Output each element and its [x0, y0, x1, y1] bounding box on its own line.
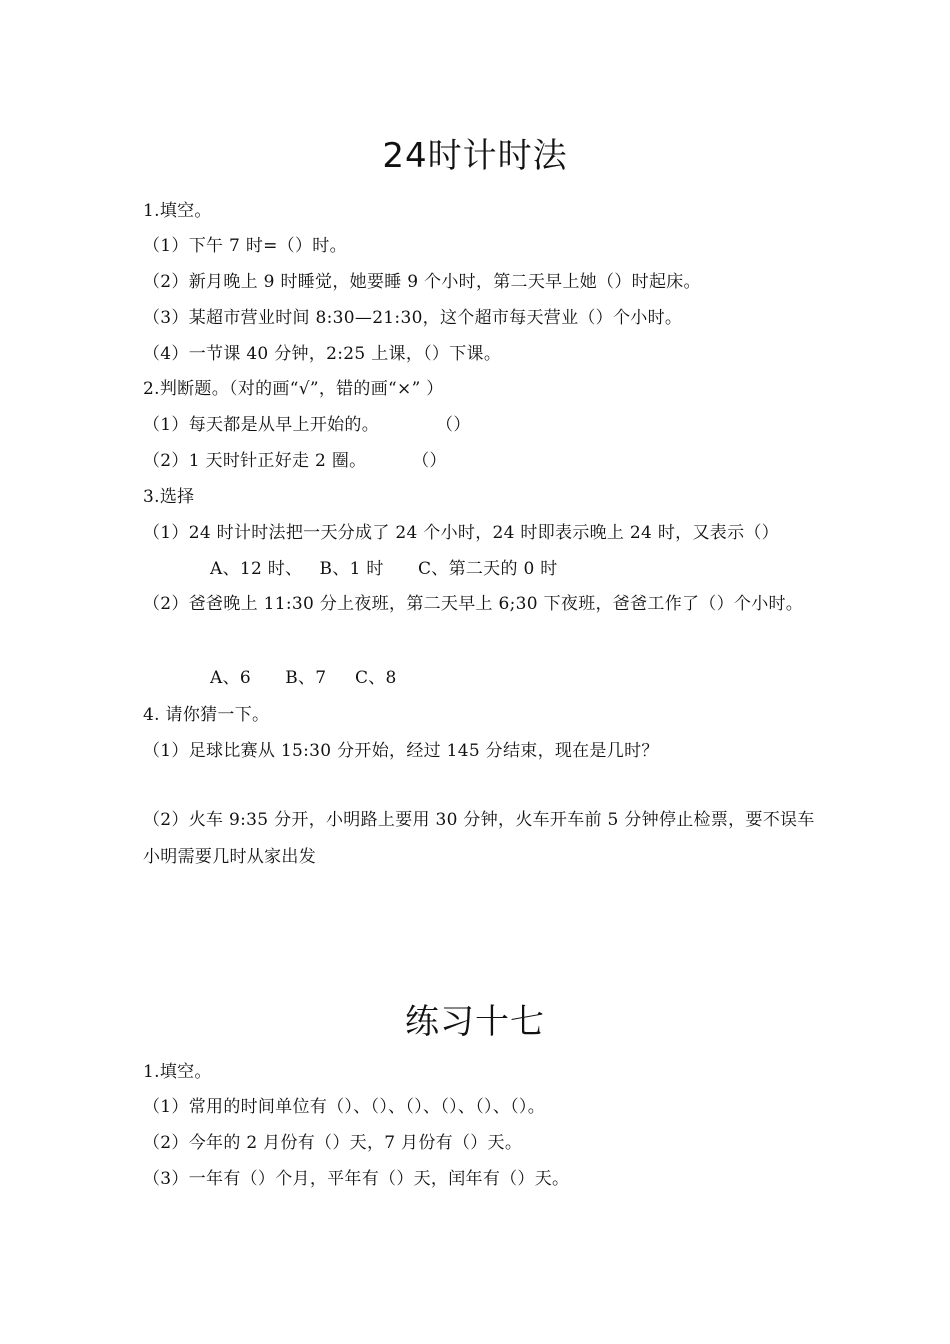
- q3-item-1: （1）24 时计时法把一天分成了 24 个小时，24 时即表示晚上 24 时，又表示（）: [143, 523, 779, 543]
- q4-item-1: （1）足球比赛从 15:30 分开始，经过 145 分结束，现在是几时？: [143, 741, 659, 761]
- q4-item-2: （2）火车 9:35 分开，小明路上要用 30 分钟，火车开车前 5 分钟停止检票，要不误车小明需要几时从家出发: [143, 810, 815, 867]
- q3-item-2-options: A、6 B、7 C、8: [210, 668, 397, 688]
- q3-item-1-options: A、12 时、 B、1 时 C、第二天的 0 时: [210, 559, 558, 579]
- q1-item-4: （4）一节课 40 分钟，2:25 上课，（）下课。: [143, 344, 502, 364]
- q2-item-2: （2）1 天时针正好走 2 圈。 （）: [143, 451, 447, 471]
- q1-heading: 1.填空。: [143, 201, 212, 221]
- q1-item-2: （2）新月晚上 9 时睡觉，她要睡 9 个小时，第二天早上她（）时起床。: [143, 272, 701, 292]
- q1-item-3: （3）某超市营业时间 8:30—21:30，这个超市每天营业（）个小时。: [143, 308, 683, 328]
- q1-item-1: （1）下午 7 时=（）时。: [143, 236, 347, 256]
- s2-q1-heading: 1.填空。: [143, 1062, 212, 1082]
- section1-title: 24时计时法: [382, 136, 568, 176]
- s2-q1-item-3: （3）一年有（）个月，平年有（）天，闰年有（）天。: [143, 1169, 570, 1189]
- s2-q1-item-2: （2）今年的 2 月份有（）天，7 月份有（）天。: [143, 1133, 523, 1153]
- q3-heading: 3.选择: [143, 487, 195, 507]
- q4-heading: 4. 请你猜一下。: [143, 705, 270, 725]
- q2-item-1: （1）每天都是从早上开始的。 （）: [143, 415, 471, 435]
- q2-heading: 2.判断题。（对的画“√”，错的画“×” ）: [143, 379, 444, 399]
- s2-q1-item-1: （1）常用的时间单位有（）、（）、（）、（）、（）、（）。: [143, 1097, 546, 1117]
- q3-item-2: （2）爸爸晚上 11:30 分上夜班，第二天早上 6;30 下夜班，爸爸工作了（）个小时。: [143, 594, 804, 614]
- section2-title: 练习十七: [405, 1002, 545, 1042]
